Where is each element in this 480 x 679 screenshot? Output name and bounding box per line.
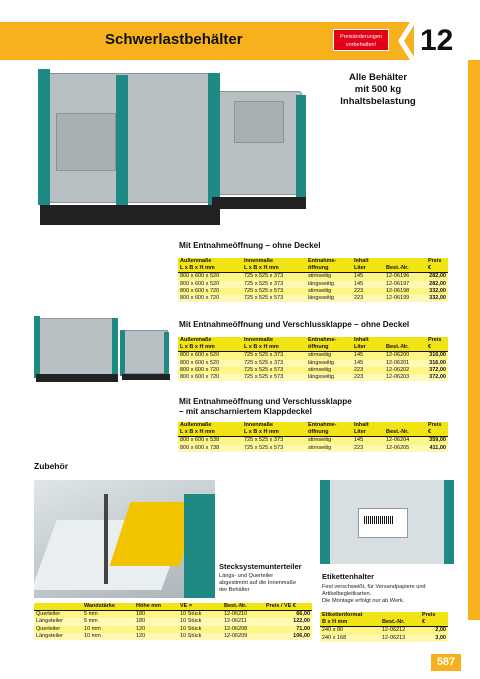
cell: 180 xyxy=(134,618,178,625)
cell: 12-06197 xyxy=(384,281,426,288)
cell: 800 x 600 x 720 xyxy=(178,367,242,374)
cell: 145 xyxy=(352,352,384,360)
cell: 725 x 525 x 373 xyxy=(242,273,306,281)
col-header: Preis € xyxy=(426,422,448,437)
dividers-title: Stecksystemunterteiler xyxy=(219,562,302,571)
cell: 800 x 600 x 520 xyxy=(178,360,242,367)
table-row xyxy=(34,618,312,625)
col-header: Inhalt Liter xyxy=(352,337,384,352)
table-row xyxy=(34,633,312,640)
table-row xyxy=(178,288,448,295)
cell: 12-06211 xyxy=(222,618,264,625)
table-row xyxy=(178,360,448,367)
cell: 120 xyxy=(134,626,178,633)
cell: 12-06210 xyxy=(222,611,264,619)
col-header: Innenmaße L x B x H mm xyxy=(242,337,306,352)
cell: 12-06199 xyxy=(384,295,426,302)
col-header: Wandstärke xyxy=(82,603,134,611)
side-rail xyxy=(468,60,480,620)
cell: 10 mm xyxy=(82,633,134,640)
cell: 800 x 600 x 738 xyxy=(178,445,242,452)
cell: 5 mm xyxy=(82,618,134,625)
col-header: Best.-Nr. xyxy=(384,422,426,437)
table-row xyxy=(320,635,448,642)
price-cell: 122,00 xyxy=(264,618,312,625)
cell: 12-06213 xyxy=(380,635,420,642)
price-cell: 372,00 xyxy=(426,367,448,374)
cell: 800 x 600 x 520 xyxy=(178,273,242,281)
table-section-1 xyxy=(178,258,448,302)
cell: 725 x 525 x 373 xyxy=(242,352,306,360)
cell: längsseitig xyxy=(306,295,352,302)
price-cell: 316,00 xyxy=(426,360,448,367)
col-header: Inhalt Liter xyxy=(352,422,384,437)
cell: 800 x 600 x 520 xyxy=(178,281,242,288)
cell: 725 x 525 x 573 xyxy=(242,374,306,381)
chevron-icon xyxy=(396,22,416,60)
col-header: Best.-Nr. xyxy=(384,337,426,352)
cell: stirnseitig xyxy=(306,437,352,445)
table-row xyxy=(34,626,312,633)
page-number: 587 xyxy=(431,654,461,671)
cell: 12-06208 xyxy=(222,626,264,633)
col-header: VE = xyxy=(178,603,222,611)
cell: 12-06196 xyxy=(384,273,426,281)
cell: längsseitig xyxy=(306,281,352,288)
table-row xyxy=(178,295,448,302)
cell: stirnseitig xyxy=(306,367,352,374)
cell: 725 x 525 x 373 xyxy=(242,437,306,445)
cell: 223 xyxy=(352,288,384,295)
section-heading-2: Mit Entnahmeöffnung und Verschlussklappe – ohne Deckel xyxy=(179,320,410,329)
chapter-number: 12 xyxy=(414,22,480,60)
cell: 725 x 525 x 573 xyxy=(242,295,306,302)
cell: 12-06204 xyxy=(384,437,426,445)
col-header: Innenmaße L x B x H mm xyxy=(242,422,306,437)
price-cell: 282,00 xyxy=(426,281,448,288)
price-cell: 106,00 xyxy=(264,633,312,640)
cell: 12-06212 xyxy=(380,627,420,635)
col-header: Außenmaße L x B x H mm xyxy=(178,337,242,352)
cell: 12-06209 xyxy=(222,633,264,640)
table-row xyxy=(178,352,448,360)
cell: 800 x 600 x 720 xyxy=(178,288,242,295)
labels-table xyxy=(320,612,448,642)
price-cell: 3,00 xyxy=(420,635,448,642)
cell: 223 xyxy=(352,295,384,302)
cell: stirnseitig xyxy=(306,445,352,452)
cell: 223 xyxy=(352,374,384,381)
cell: längsseitig xyxy=(306,374,352,381)
cell: 180 xyxy=(134,611,178,619)
col-header: Best.-Nr. xyxy=(380,612,420,627)
price-cell: 359,00 xyxy=(426,437,448,445)
cell: Längsteiler xyxy=(34,633,82,640)
cell: stirnseitig xyxy=(306,273,352,281)
cell: 5 mm xyxy=(82,611,134,619)
cell: 800 x 600 x 720 xyxy=(178,295,242,302)
cell: 240 x 168 xyxy=(320,635,380,642)
cell: 12-06198 xyxy=(384,288,426,295)
cell: Querteiler xyxy=(34,611,82,619)
accessories-heading: Zubehör xyxy=(34,461,68,471)
cell: 145 xyxy=(352,360,384,367)
cell: 12-06202 xyxy=(384,367,426,374)
cell: 223 xyxy=(352,367,384,374)
label-holder-photo xyxy=(320,480,454,564)
cell: 145 xyxy=(352,273,384,281)
cell: Längsteiler xyxy=(34,618,82,625)
col-header: Innenmaße L x B x H mm xyxy=(242,258,306,273)
labels-title: Etikettenhalter xyxy=(322,572,375,581)
col-header: Best.-Nr. xyxy=(384,258,426,273)
cell: 10 Stück xyxy=(178,618,222,625)
col-header: Preis € xyxy=(426,258,448,273)
col-header: Außenmaße L x B x H mm xyxy=(178,258,242,273)
table-section-3 xyxy=(178,422,448,452)
labels-description: Fest verschweißt, für Versandpapiere und Artikelbegleitkarten. Die Montage erfolgt nur ab Werk. xyxy=(322,584,426,604)
price-cell: 411,00 xyxy=(426,445,448,452)
cell: 800 x 600 x 720 xyxy=(178,374,242,381)
cell: 12-06205 xyxy=(384,445,426,452)
section-heading-3: Mit Entnahmeöffnung und Verschlussklappe – mit anscharniertem Klappdeckel xyxy=(179,397,352,416)
cell: längsseitig xyxy=(306,360,352,367)
cell: 10 Stück xyxy=(178,611,222,619)
table-row xyxy=(178,273,448,281)
col-header: Außenmaße L x B x H mm xyxy=(178,422,242,437)
header-band xyxy=(0,22,480,60)
cell: 725 x 525 x 573 xyxy=(242,445,306,452)
table-row xyxy=(178,445,448,452)
col-header: Entnahme- öffnung xyxy=(306,337,352,352)
table-row xyxy=(178,437,448,445)
dividers-description: Längs- und Querteiler abgestimmt auf die Innenmaße der Behälter xyxy=(219,573,297,593)
cell: 223 xyxy=(352,445,384,452)
price-change-badge: Preisänderungen vorbehalten! xyxy=(333,29,389,51)
table-row xyxy=(178,281,448,288)
table-row xyxy=(178,374,448,381)
cell: 725 x 525 x 573 xyxy=(242,367,306,374)
cell: 12-06200 xyxy=(384,352,426,360)
dividers-table xyxy=(34,603,312,640)
page-title: Schwerlastbehälter xyxy=(105,31,243,48)
price-cell: 372,00 xyxy=(426,374,448,381)
col-header: Preis / VE € xyxy=(264,603,312,611)
col-header xyxy=(34,603,82,611)
section-heading-1: Mit Entnahmeöffnung – ohne Deckel xyxy=(179,241,321,250)
price-cell: 332,00 xyxy=(426,288,448,295)
cell: 12-06203 xyxy=(384,374,426,381)
divider-photo xyxy=(34,480,215,598)
cell: 10 Stück xyxy=(178,626,222,633)
price-cell: 66,00 xyxy=(264,611,312,619)
col-header: Entnahme- öffnung xyxy=(306,258,352,273)
col-header: Entnahme- öffnung xyxy=(306,422,352,437)
cell: 800 x 600 x 538 xyxy=(178,437,242,445)
cell: 120 xyxy=(134,633,178,640)
load-claim: Alle Behälter mit 500 kg Inhaltsbelastung xyxy=(340,72,416,107)
cell: 240 x 80 xyxy=(320,627,380,635)
cell: stirnseitig xyxy=(306,288,352,295)
cell: 725 x 525 x 373 xyxy=(242,360,306,367)
col-header: Inhalt Liter xyxy=(352,258,384,273)
cell: 800 x 600 x 520 xyxy=(178,352,242,360)
col-header: Höhe mm xyxy=(134,603,178,611)
price-cell: 332,00 xyxy=(426,295,448,302)
table-row xyxy=(178,367,448,374)
cell: 725 x 525 x 373 xyxy=(242,281,306,288)
table-row xyxy=(34,611,312,619)
col-header: Preis € xyxy=(426,337,448,352)
cell: 10 Stück xyxy=(178,633,222,640)
price-cell: 316,00 xyxy=(426,352,448,360)
price-cell: 2,00 xyxy=(420,627,448,635)
price-cell: 282,00 xyxy=(426,273,448,281)
col-header: Best.-Nr. xyxy=(222,603,264,611)
col-header: Preis € xyxy=(420,612,448,627)
cell: 145 xyxy=(352,281,384,288)
cell: 12-06201 xyxy=(384,360,426,367)
table-section-2 xyxy=(178,337,448,381)
cell: 725 x 525 x 573 xyxy=(242,288,306,295)
cell: stirnseitig xyxy=(306,352,352,360)
container-photo-large xyxy=(34,65,314,235)
cell: 10 mm xyxy=(82,626,134,633)
table-row xyxy=(320,627,448,635)
col-header: Etikettenformat B x H mm xyxy=(320,612,380,627)
cell: 145 xyxy=(352,437,384,445)
price-cell: 71,00 xyxy=(264,626,312,633)
container-photo-small xyxy=(34,312,172,386)
cell: Querteiler xyxy=(34,626,82,633)
